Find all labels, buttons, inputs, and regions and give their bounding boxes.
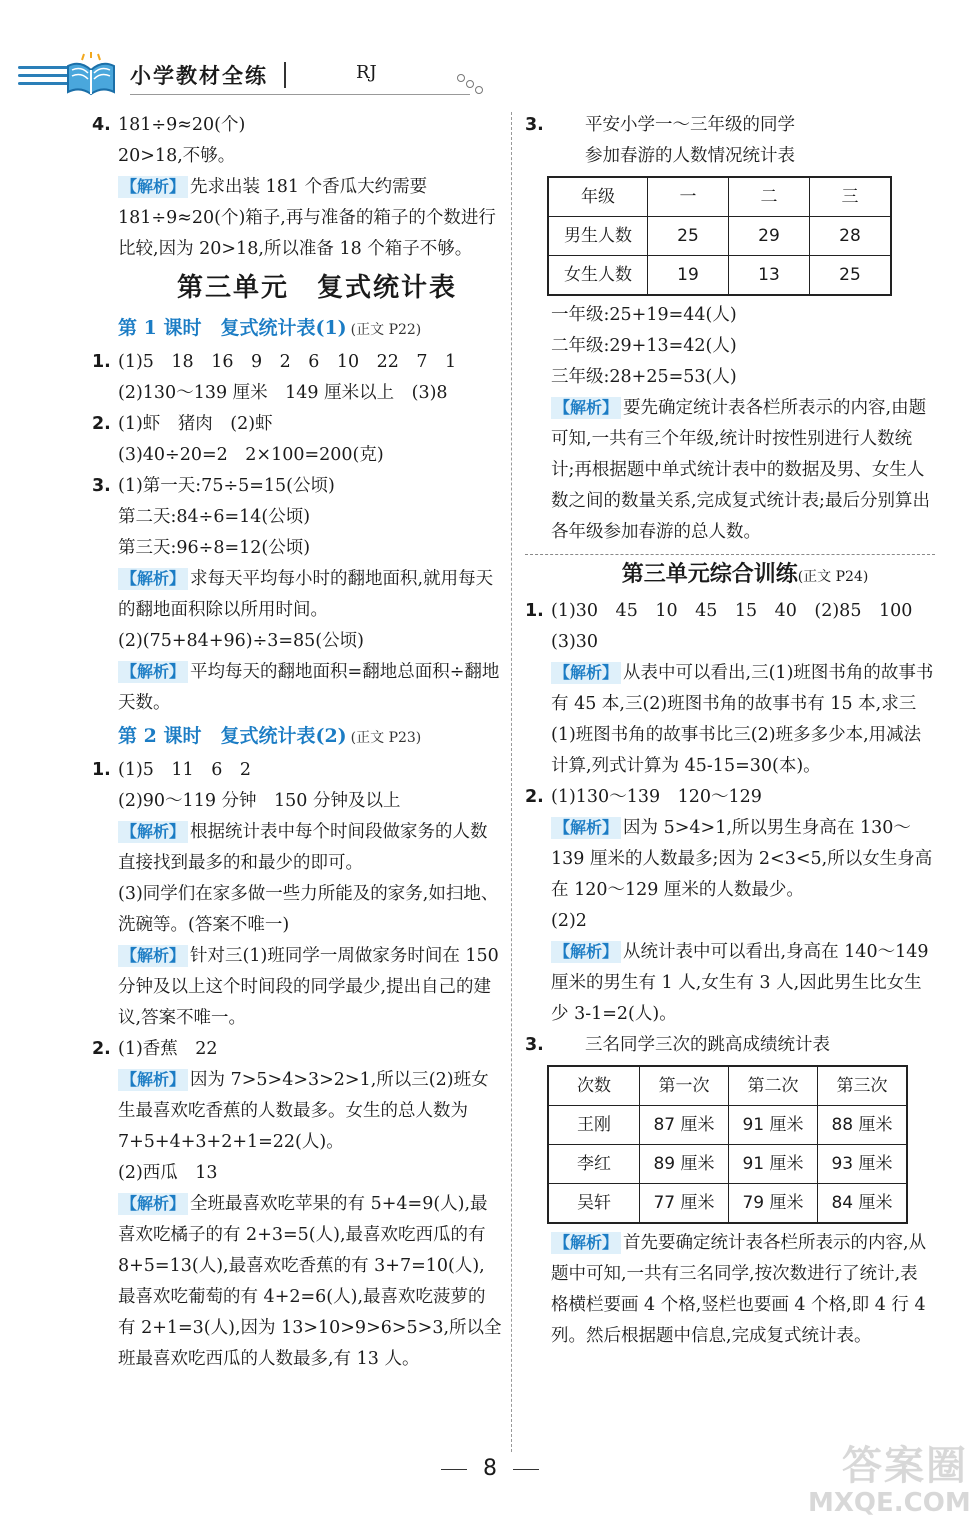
section-title: [525, 554, 935, 596]
caption-line: 平安小学一～三年级的同学: [585, 115, 795, 135]
answer-line: 181÷9≈20(个): [118, 115, 246, 135]
table-header-row: [548, 177, 891, 217]
answer-line: (2)90～119 分钟 150 分钟及以上: [118, 791, 401, 811]
table-caption-1: [525, 110, 935, 141]
header-rule: [130, 94, 470, 95]
answer-line: 第二天:84÷6=14(公顷): [118, 507, 311, 527]
section-title-text: 第三单元综合训练: [621, 561, 798, 587]
open-book-icon: [62, 52, 120, 98]
lesson-title-text: 第 2 课时 复式统计表(2): [118, 725, 347, 747]
table-cell: 29: [729, 217, 810, 256]
analysis-text: 要先确定统计表各栏所表示的内容,由题可知,一共有三个年级,统计时按性别进行人数统计;再根据题中单式统计表中的数据及男、女生人数之间的数量关系,完成复式统计表;最后分别算出各年级参加春游的总人数。: [551, 398, 930, 542]
analysis-text: 求每天平均每小时的翻地面积,就用每天的翻地面积除以所用时间。: [118, 569, 494, 620]
table-cell: 91 厘米: [729, 1145, 818, 1184]
unit-title: 第三单元 复式统计表: [176, 273, 457, 303]
analysis: [525, 813, 935, 906]
page-reference: (正文 P24): [797, 569, 869, 585]
page-number-dash: [441, 1469, 467, 1470]
analysis: [92, 657, 502, 719]
answer-line: (1)虾 猪肉 (2)虾: [118, 414, 273, 434]
analysis: [92, 564, 502, 626]
analysis: [92, 941, 505, 1034]
table-cell: 89 厘米: [640, 1145, 729, 1184]
answer-line: 第三天:96÷8=12(公顷): [118, 538, 311, 558]
watermark-line-2: MXQE.COM: [808, 1488, 971, 1518]
table-header-cell: 三: [810, 177, 892, 217]
table-header-cell: 二: [729, 177, 810, 217]
table-header-cell: 第三次: [818, 1066, 908, 1106]
page-number-text: 8: [483, 1456, 497, 1481]
question-number: 1.: [92, 352, 111, 372]
answer-line: 二年级:29+13=42(人): [551, 336, 737, 356]
analysis-tag: 【 解析 】: [118, 176, 188, 198]
analysis-text: 因为 7>5>4>3>2>1,所以三(2)班女生最喜欢吃香蕉的人数最多。女生的总人数为 7+5+4+3+2+1=22(人)。: [118, 1070, 489, 1152]
answer-line: (3)30: [551, 632, 599, 652]
analysis-tag: 【 解析 】: [118, 821, 188, 843]
answer-line: 20>18,不够。: [118, 146, 236, 166]
question-4: [92, 110, 502, 141]
analysis-text: 根据统计表中每个时间段做家务的人数直接找到最多的和最少的即可。: [118, 822, 488, 873]
analysis-tag: 【 解析 】: [118, 661, 188, 683]
table-row: [548, 256, 891, 296]
analysis: [92, 172, 502, 265]
table-cell: 女生人数: [548, 256, 648, 296]
table-cell: 88 厘米: [818, 1106, 908, 1145]
lesson2-question-1: [92, 755, 502, 786]
analysis-text: 全班最喜欢吃苹果的有 5+4=9(人),最喜欢吃橘子的有 2+3=5(人),最喜欢吃西瓜的有 8+5=13(人),最喜欢吃香蕉的有 3+7=10(人),最喜欢吃葡萄的有 4+2=6(人),最喜欢吃菠萝的有 2+1=3(人),因为 13>10>9>6>5>3,所以全班最喜欢吃西瓜的人数最多,有 13 人。: [118, 1194, 502, 1369]
table-row: [548, 1145, 907, 1184]
lesson-1-title: [92, 311, 502, 347]
watermark: [808, 1443, 971, 1524]
analysis-text: 从表中可以看出,三(1)班图书角的故事书有 45 本,三(2)班图书角的故事书有 15 本,求三(1)班图书角的故事书比三(2)班多多少本,用减法计算,列式计算为 45-15=30(本)。: [551, 663, 934, 776]
section-question-2: [525, 782, 935, 813]
table-cell: 79 厘米: [729, 1184, 818, 1224]
answer-line: 一年级:25+19=44(人): [551, 305, 737, 325]
question-number: 3.: [525, 1035, 544, 1055]
question-number: 2.: [92, 1039, 111, 1059]
answer-line: (2)(75+84+96)÷3=85(公顷): [118, 631, 364, 651]
question-number: 1.: [92, 760, 111, 780]
analysis-tag: 【 解析 】: [551, 817, 621, 839]
table-cell: 李红: [548, 1145, 640, 1184]
table-cell: 28: [810, 217, 892, 256]
question-number: 4.: [92, 115, 111, 135]
analysis: [525, 393, 935, 548]
watermark-line-1: 答案圈: [842, 1443, 968, 1489]
caption-line: 参加春游的人数情况统计表: [585, 146, 795, 166]
analysis-tag: 【 解析 】: [551, 397, 621, 419]
answer-line: (3)40÷20=2 2×100=200(克): [118, 445, 384, 465]
section-question-3: [525, 1030, 935, 1061]
answer-line: (1)第一天:75÷5=15(公顷): [118, 476, 335, 496]
edition-label: RJ: [356, 62, 377, 83]
table-cell: 77 厘米: [640, 1184, 729, 1224]
page-number-dash: [513, 1469, 539, 1470]
analysis: [92, 1189, 502, 1375]
table-cell: 93 厘米: [818, 1145, 908, 1184]
analysis-text: 针对三(1)班同学一周做家务时间在 150 分钟及以上这个时间段的同学最少,提出自己的建议,答案不唯一。: [118, 946, 505, 1028]
answer-line: (2)130～139 厘米 149 厘米以上 (3)8: [118, 383, 448, 403]
answer-line: (2)西瓜 13: [118, 1163, 218, 1183]
analysis: [525, 1228, 935, 1352]
table-header-cell: 年级: [548, 177, 648, 217]
answer-line: (1)5 11 6 2: [118, 760, 251, 780]
table-cell: 87 厘米: [640, 1106, 729, 1145]
table-row: [548, 1106, 907, 1145]
answer-line: (2)2: [551, 911, 587, 931]
table-header-cell: 第一次: [640, 1066, 729, 1106]
analysis-text: 从统计表中可以看出,身高在 140～149 厘米的男生有 1 人,女生有 3 人,因此男生比女生少 3-1=2(人)。: [551, 942, 935, 1024]
answer-line: (1)130～139 120～129: [551, 787, 762, 807]
decoration-dots-icon: [455, 72, 485, 96]
answer-line: (3)同学们在家多做一些力所能及的家务,如扫地、洗碗等。(答案不唯一): [118, 884, 499, 935]
right-column: [525, 110, 935, 1352]
page-reference: (正文 P23): [350, 730, 422, 746]
lesson1-question-1: [92, 347, 502, 378]
page-reference: (正文 P22): [350, 322, 422, 338]
table-row: [548, 217, 891, 256]
table-cell: 王刚: [548, 1106, 640, 1145]
answer-line: (1)5 18 16 9 2 6 10 22 7 1: [118, 352, 457, 372]
table-cell: 19: [648, 256, 729, 296]
table-cell: 84 厘米: [818, 1184, 908, 1224]
answer-line: (1)30 45 10 45 15 40 (2)85 100: [551, 601, 913, 621]
analysis-text: 因为 5>4>1,所以男生身高在 130～139 厘米的人数最多;因为 2<3<5,所以女生身高在 120～129 厘米的人数最少。: [551, 818, 933, 900]
question-number: 2.: [92, 414, 111, 434]
answer-line: (1)香蕉 22: [118, 1039, 218, 1059]
table-header-cell: 一: [648, 177, 729, 217]
question-number: 2.: [525, 787, 544, 807]
table-cell: 13: [729, 256, 810, 296]
table-caption-2: 三名同学三次的跳高成绩统计表: [585, 1035, 830, 1055]
question-number: 3.: [92, 476, 111, 496]
lesson-title-text: 第 1 课时 复式统计表(1): [118, 317, 347, 339]
lesson2-question-2: [92, 1034, 502, 1065]
analysis: [525, 937, 935, 1030]
analysis: [525, 658, 935, 782]
analysis-tag: 【 解析 】: [118, 568, 188, 590]
left-column: [92, 110, 505, 1375]
analysis-text: 平均每天的翻地面积=翻地总面积÷翻地天数。: [118, 662, 500, 713]
analysis: [92, 1065, 502, 1158]
analysis-tag: 【 解析 】: [118, 1193, 188, 1215]
analysis-tag: 【 解析 】: [551, 941, 621, 963]
page-header: [0, 50, 980, 110]
answer-line: 三年级:28+25=53(人): [551, 367, 737, 387]
column-divider: [511, 112, 513, 1452]
book-title: 小学教材全练: [130, 64, 268, 88]
analysis-tag: 【 解析 】: [118, 945, 188, 967]
table-row: [548, 1184, 907, 1224]
analysis-tag: 【 解析 】: [118, 1069, 188, 1091]
analysis-tag: 【 解析 】: [551, 1232, 621, 1254]
spring-outing-table: [547, 176, 892, 296]
analysis: [92, 817, 502, 879]
table-header-cell: 第二次: [729, 1066, 818, 1106]
lesson1-question-3: [92, 471, 502, 502]
question-number: 3.: [525, 115, 544, 135]
section-question-1: [525, 596, 935, 627]
lesson-2-title: [92, 719, 502, 755]
high-jump-table: [547, 1065, 908, 1224]
question-number: 1.: [525, 601, 544, 621]
analysis-text: 首先要确定统计表各栏所表示的内容,从题中可知,一共有三名同学,按次数进行了统计,表格横栏要画 4 个格,竖栏也要画 4 个格,即 4 行 4 列。然后根据题中信息,完成复式统计表。: [551, 1233, 932, 1346]
analysis-text: 先求出装 181 个香瓜大约需要 181÷9≈20(个)箱子,再与准备的箱子的个数进行比较,因为 20>18,所以准备 18 个箱子不够。: [118, 177, 496, 259]
table-header-row: [548, 1066, 907, 1106]
table-header-cell: 次数: [548, 1066, 640, 1106]
table-cell: 25: [810, 256, 892, 296]
lesson1-question-2: [92, 409, 502, 440]
table-cell: 25: [648, 217, 729, 256]
table-cell: 男生人数: [548, 217, 648, 256]
analysis-tag: 【 解析 】: [551, 662, 621, 684]
table-cell: 吴轩: [548, 1184, 640, 1224]
table-cell: 91 厘米: [729, 1106, 818, 1145]
header-separator: [284, 62, 286, 88]
